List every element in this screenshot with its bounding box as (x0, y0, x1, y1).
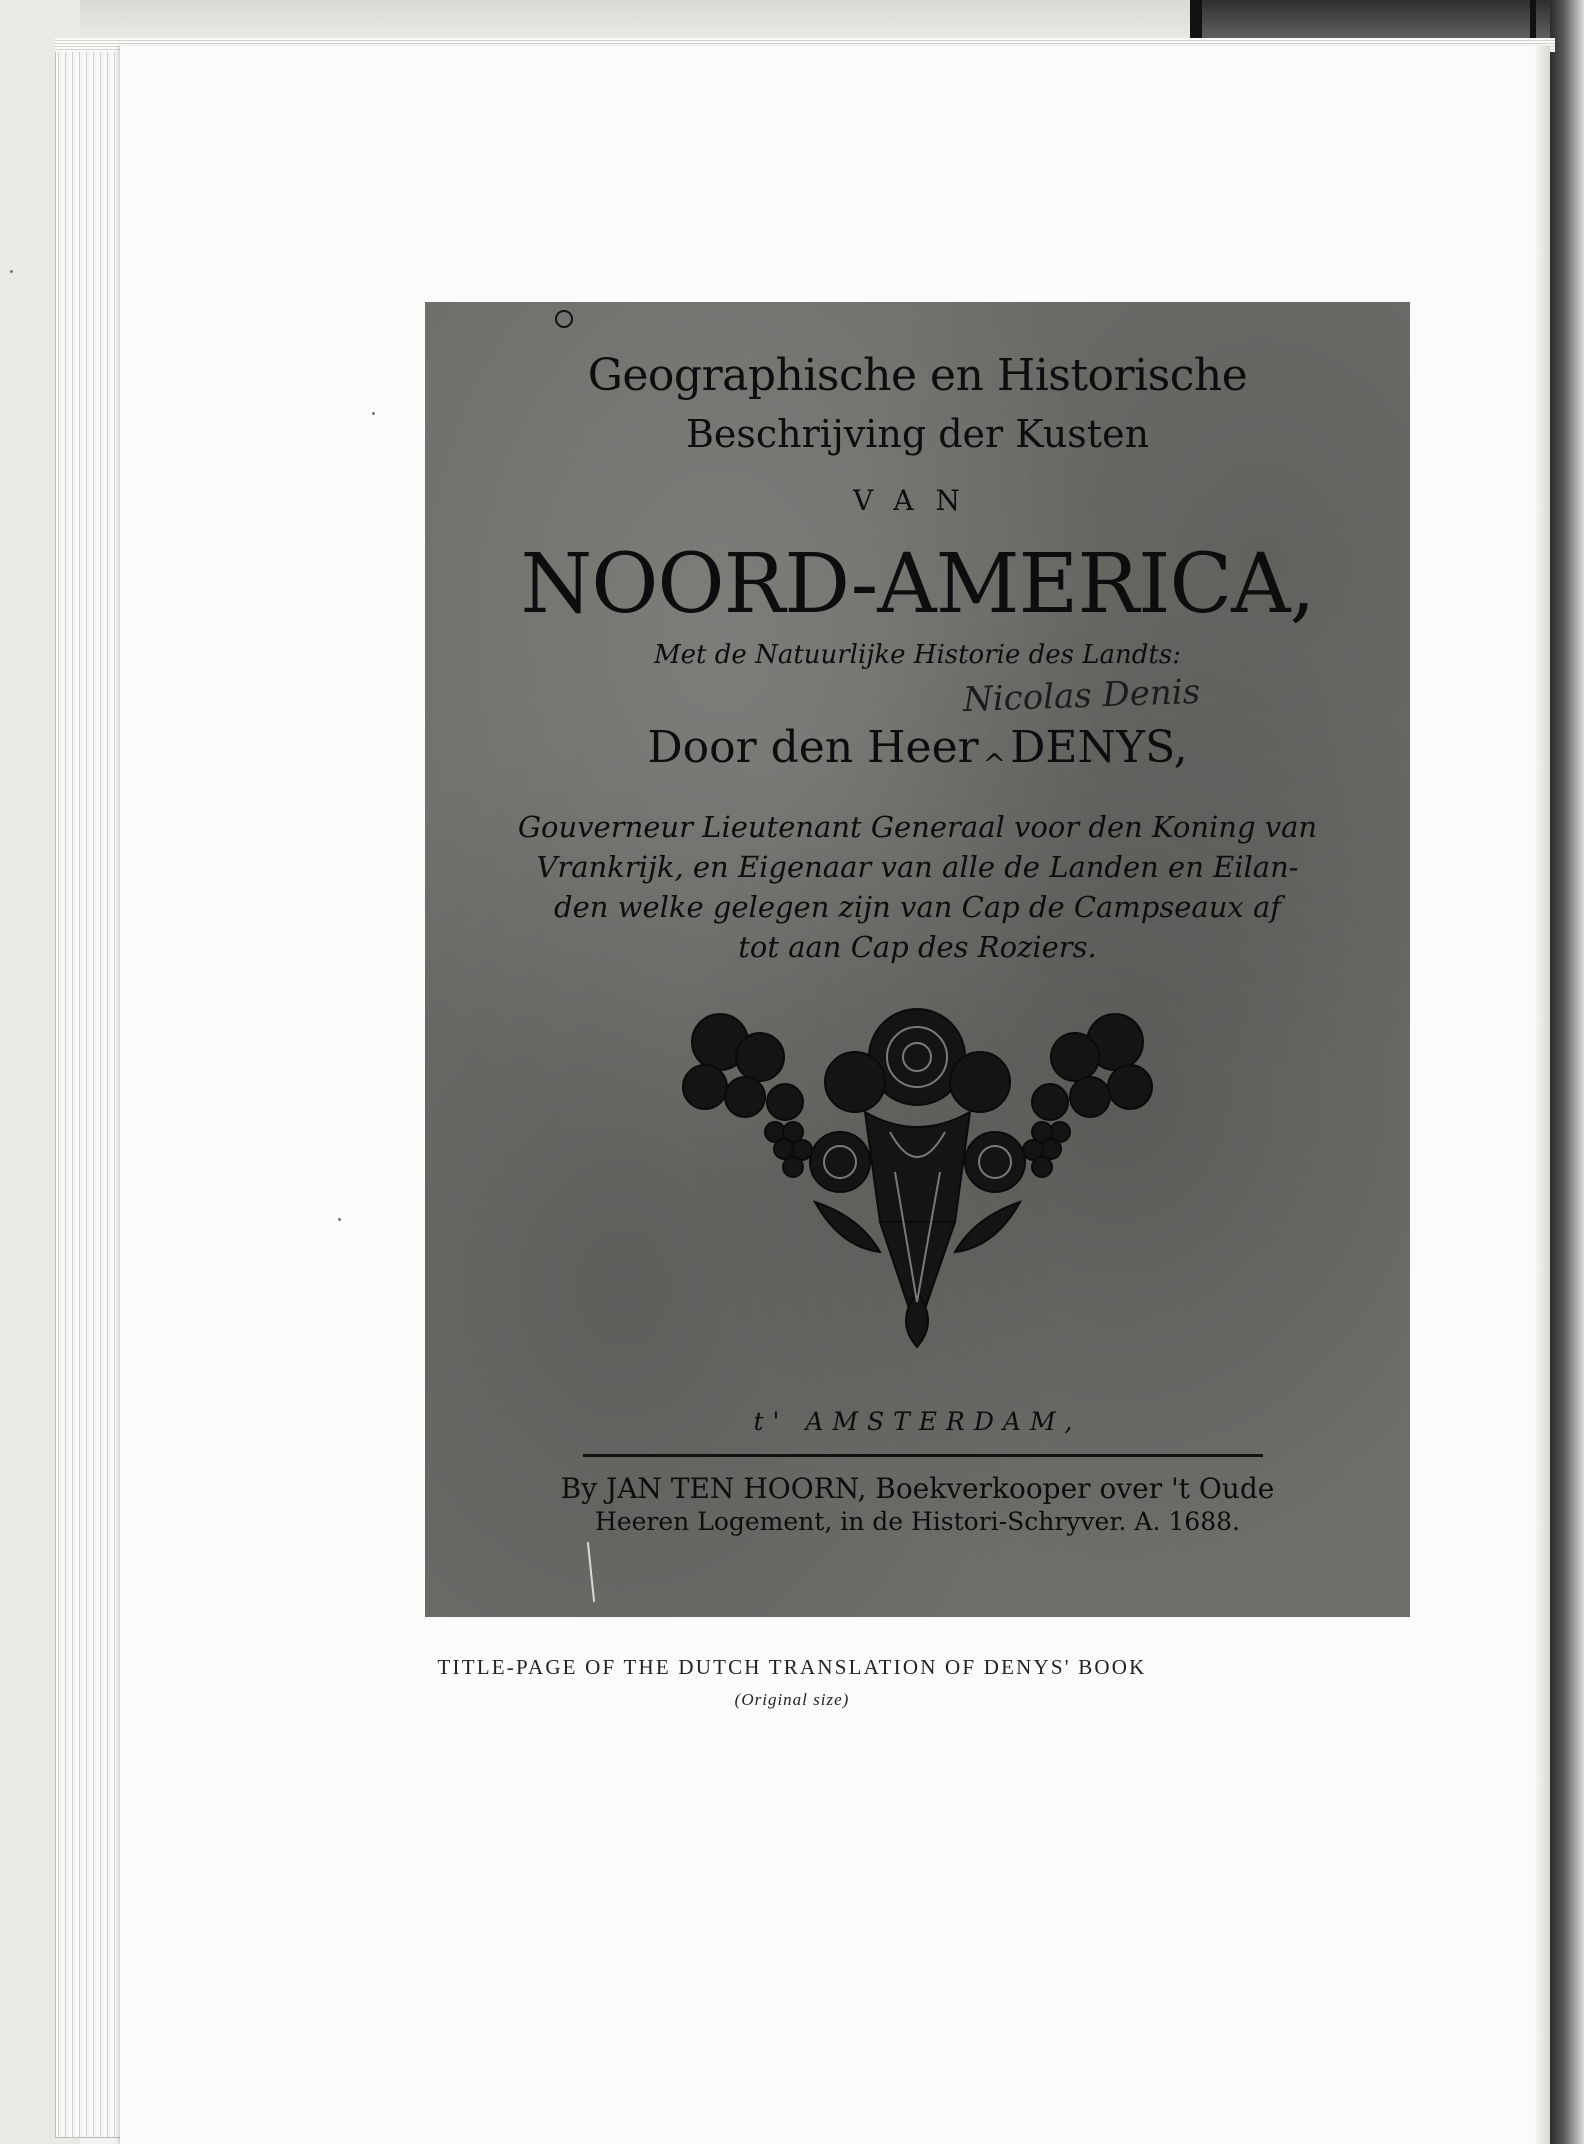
insertion-caret-mark: ^ (982, 748, 1007, 781)
figure-caption-note: (Original size) (734, 1690, 850, 1709)
title-line-2: Beschrijving der Kusten (685, 412, 1150, 456)
title-van: VAN (852, 484, 983, 517)
corner-mark (555, 310, 573, 328)
title-line-1: Geographische en Historische (587, 350, 1248, 401)
paper-speck (372, 412, 375, 415)
author-line (425, 722, 1410, 781)
book-spine (1550, 0, 1584, 2144)
author-prefix: Door den Heer (647, 722, 979, 773)
paper-speck (338, 1218, 341, 1221)
description-line-3: den welke gelegen zijn van Cap de Campseaux af (554, 890, 1281, 924)
subtitle-natural-history: Met de Natuurlijke Historie des Landts: (654, 640, 1181, 670)
description-line-4: tot aan Cap des Roziers. (738, 930, 1097, 964)
title-page-photograph (425, 302, 1410, 1617)
description-line-1: Gouverneur Lieutenant Generaal voor den Koning van (517, 810, 1318, 844)
author-name: DENYS, (1010, 722, 1188, 773)
imprint-place: t' AMSTERDAM, (753, 1407, 1082, 1436)
publisher-line-1: By JAN TEN HOORN, Boekverkooper over 't Oude (560, 1472, 1275, 1505)
figure-caption: TITLE-PAGE OF THE DUTCH TRANSLATION OF DENYS' BOOK (437, 1655, 1147, 1679)
publisher-line-2: Heeren Logement, in de Histori-Schryver. A. 1688. (595, 1507, 1240, 1536)
description-line-2: Vrankrijk, en Eigenaar van alle de Landen en Eilan- (536, 850, 1299, 884)
handwritten-annotation: Nicolas Denis (962, 671, 1201, 721)
floral-ornament-icon (665, 1002, 1170, 1352)
page-gutter (1534, 46, 1550, 2144)
title-noord-america: NOORD-AMERICA, (520, 537, 1315, 632)
paper-speck (10, 270, 13, 273)
photo-scratch (587, 1542, 595, 1602)
imprint-rule (583, 1454, 1263, 1457)
